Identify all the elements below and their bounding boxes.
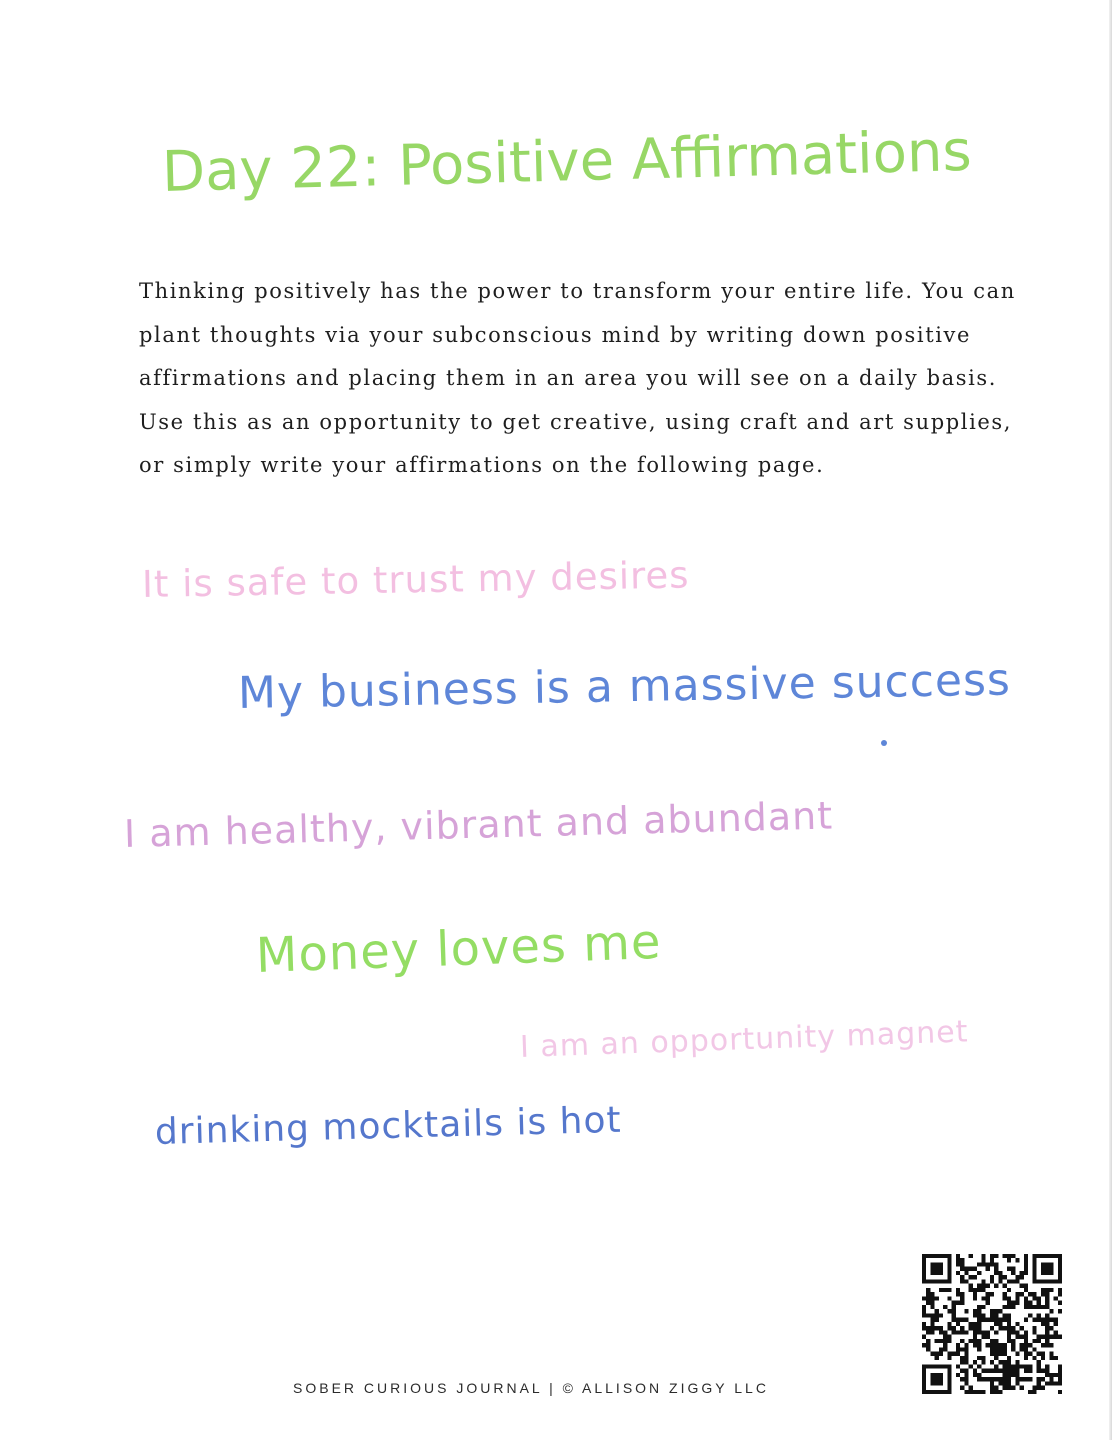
affirmation-mocktails-hot: drinking mocktails is hot: [154, 1099, 623, 1153]
affirmation-healthy-vibrant: I am healthy, vibrant and abundant: [123, 793, 834, 856]
intro-paragraph: Thinking positively has the power to transform your entire life. You can plant thoughts via your subconscious mind by writing down positive affirmations and placing them in an area you will see on a daily basis. Use this as an opportunity to get creative, using craft and art supplies, or simply write your affirmations on the following page.: [139, 279, 1016, 477]
ink-dot: [881, 740, 887, 746]
qr-code-icon[interactable]: [922, 1254, 1062, 1394]
affirmation-money-loves-me: Money loves me: [255, 913, 663, 984]
footer-credit: SOBER CURIOUS JOURNAL | © ALLISON ZIGGY LLC: [293, 1380, 769, 1396]
affirmation-opportunity-magnet: I am an opportunity magnet: [519, 1014, 969, 1065]
affirmation-business-success: My business is a massive success: [237, 654, 1012, 719]
page-title: Day 22: Positive Affirmations: [161, 118, 973, 205]
affirmation-trust-desires: It is safe to trust my desires: [141, 553, 690, 606]
